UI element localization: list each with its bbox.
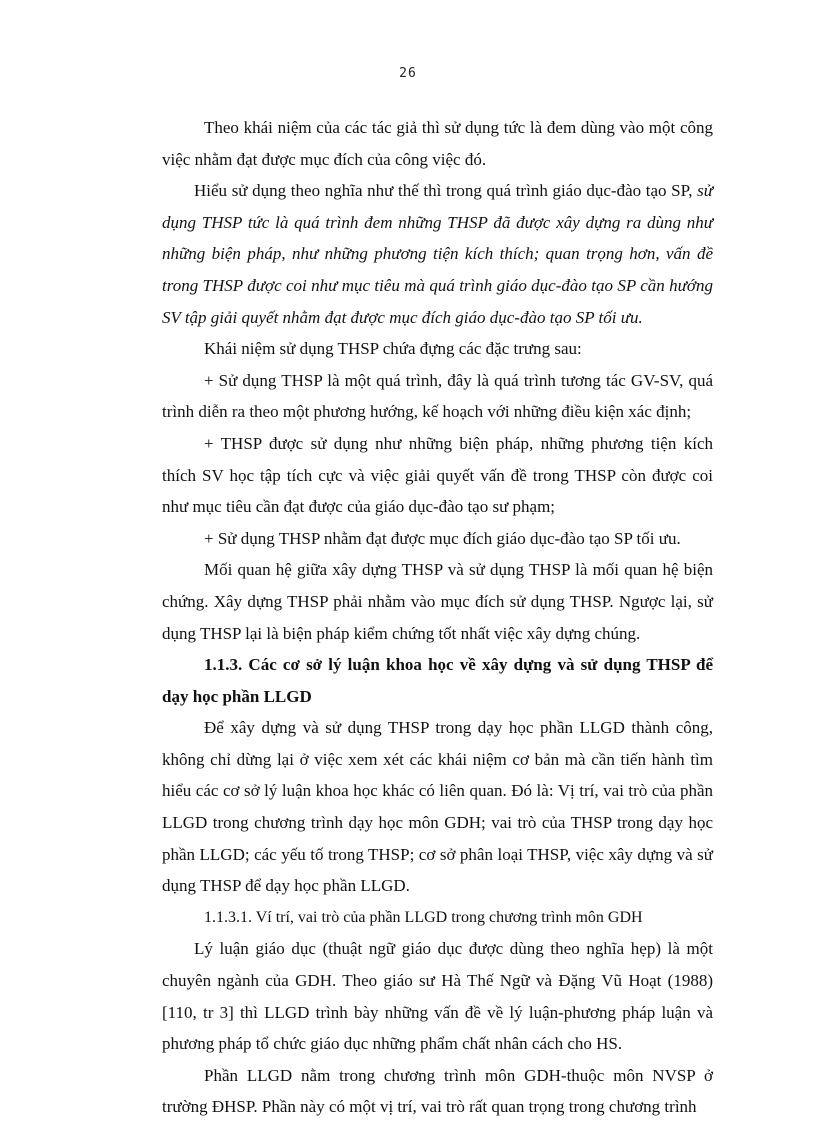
- subsection-heading: 1.1.3.1. Ví trí, vai trò của phần LLGD trong chương trình môn GDH: [204, 908, 643, 926]
- paragraph-9: Lý luận giáo dục (thuật ngữ giáo dục được dùng theo nghĩa hẹp) là một chuyên ngành của GDH. Theo giáo sư Hà Thế Ngữ và Đặng Vũ Hoạt (1988) [110, tr 3] thì LLGD trình bày những vấn đề về lý luận-phương pháp luận và phương pháp tổ chức giáo dục những phẩm chất nhân cách cho HS.: [162, 939, 713, 1054]
- paragraph-4: + Sử dụng THSP là một quá trình, đây là quá trình tương tác GV-SV, quá trình diễn ra theo một phương hướng, kế hoạch với những điều kiện xác định;: [162, 370, 713, 422]
- section-heading: 1.1.3. Các cơ sở lý luận khoa học về xây dựng và sử dụng THSP để dạy học phần LLGD: [162, 655, 713, 706]
- paragraph-2-plain: Hiểu sử dụng theo nghĩa như thế thì trong quá trình giáo dục-đào tạo SP,: [194, 181, 698, 201]
- page-body: [162, 112, 713, 1123]
- paragraph-5: + THSP được sử dụng như những biện pháp, những phương tiện kích thích SV học tập tích cực và việc giải quyết vấn đề trong THSP còn được coi như mục tiêu cần đạt được của giáo dục-đào tạo sư phạm;: [162, 433, 713, 517]
- paragraph-8: Để xây dựng và sử dụng THSP trong dạy học phần LLGD thành công, không chỉ dừng lại ở việc xem xét các khái niệm cơ bản mà cần tiến hành tìm hiểu các cơ sở lý luận khoa học khác có liên quan. Đó là: Vị trí, vai trò của phần LLGD trong chương trình dạy học môn GDH; vai trò của THSP trong dạy học phần LLGD; các yếu tố trong THSP; cơ sở phân loại THSP, việc xây dựng và sử dụng THSP để dạy học phần LLGD.: [162, 718, 713, 896]
- paragraph-2-italic: sử dụng THSP tức là quá trình đem những THSP đã được xây dựng ra dùng như những biện pháp, như những phương tiện kích thích; quan trọng hơn, vấn đề trong THSP được coi như mục tiêu mà quá trình giáo dục-đào tạo SP cần hướng SV tập giải quyết nhằm đạt được mục đích giáo dục-đào tạo SP tối ưu.: [162, 181, 713, 327]
- paragraph-6: + Sử dụng THSP nhằm đạt được mục đích giáo dục-đào tạo SP tối ưu.: [204, 528, 681, 548]
- paragraph-3: Khái niệm sử dụng THSP chứa đựng các đặc trưng sau:: [204, 339, 582, 359]
- paragraph-10: Phần LLGD nằm trong chương trình môn GDH-thuộc môn NVSP ở trường ĐHSP. Phần này có một vị trí, vai trò rất quan trọng trong chương trình: [162, 1065, 713, 1117]
- page-number: 26: [399, 66, 417, 81]
- paragraph-7: Mối quan hệ giữa xây dựng THSP và sử dụng THSP là mối quan hệ biện chứng. Xây dựng THSP phải nhằm vào mục đích sử dụng THSP. Ngược lại, sử dụng THSP lại là biện pháp kiểm chứng tốt nhất việc xây dựng chúng.: [162, 560, 713, 643]
- paragraph-2: [162, 175, 713, 333]
- paragraph-1: Theo khái niệm của các tác giả thì sử dụng tức là đem dùng vào một công việc nhằm đạt được mục đích của công việc đó.: [162, 118, 713, 169]
